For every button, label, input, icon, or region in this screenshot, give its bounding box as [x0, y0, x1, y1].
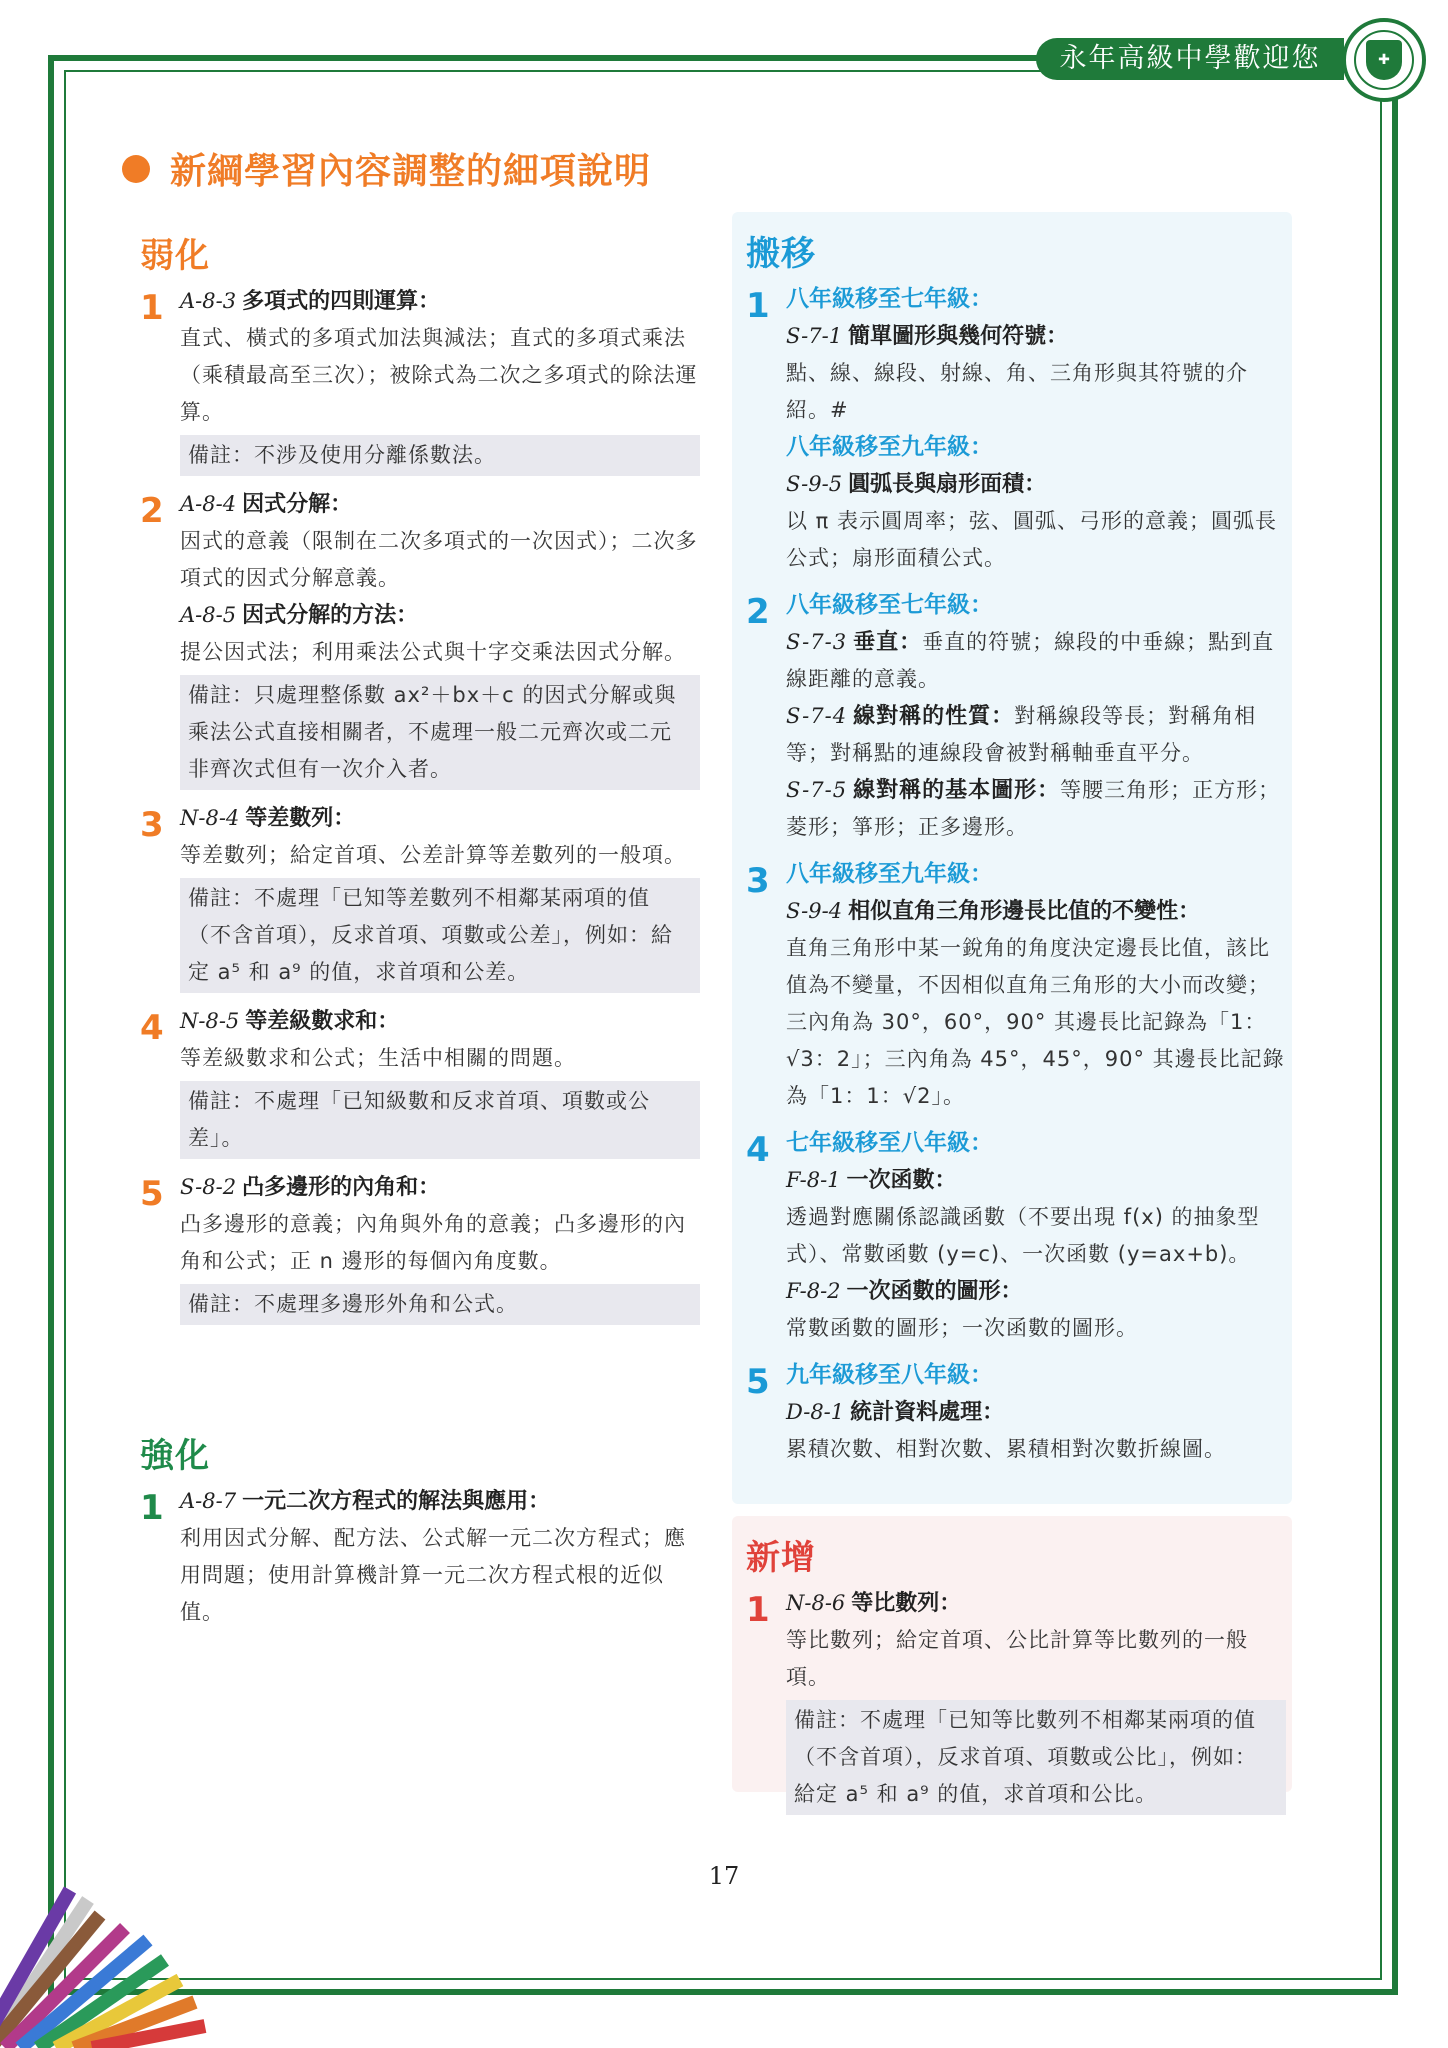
item-grade: 八年級移至九年級： [786, 434, 993, 460]
item-description: 等差數列；給定首項、公差計算等差數列的一般項。 [180, 843, 686, 867]
item-description: 直式、橫式的多項式加法與減法；直式的多項式乘法（乘積最高至三次）；被除式為二次之多項式的除法運算。 [180, 326, 698, 424]
item-heading: 等差數列： [245, 806, 356, 831]
moved-item-2 [746, 587, 1286, 846]
item-note: 備註：只處理整係數 ax²＋bx＋c 的因式分解或與乘法公式直接相關者，不處理一般二元齊次或二元非齊次式但有一次介入者。 [180, 675, 700, 790]
item-heading: 等差級數求和： [245, 1009, 400, 1034]
item-code: F-8-1 [786, 1168, 841, 1192]
item-grade: 八年級移至九年級： [786, 861, 993, 887]
item-heading: 圓弧長與扇形面積： [848, 472, 1047, 497]
item-number: 5 [140, 1174, 164, 1214]
weakened-item-2 [140, 486, 700, 790]
section-title [122, 143, 651, 194]
item-heading: 一元二次方程式的解法與應用： [242, 1489, 551, 1514]
item-code: D-8-1 [786, 1400, 845, 1424]
item-number: 3 [746, 861, 770, 901]
item-number: 1 [140, 288, 164, 328]
item-number: 1 [746, 1590, 770, 1630]
item-grade: 八年級移至七年級： [786, 286, 993, 312]
item-heading: 多項式的四則運算： [242, 289, 441, 314]
item-code: S-7-4 [786, 704, 848, 728]
item-description: 等差級數求和公式；生活中相關的問題。 [180, 1046, 576, 1070]
moved-title: 搬移 [746, 234, 816, 274]
item-note: 備註：不涉及使用分離係數法。 [180, 435, 700, 476]
item-note: 備註：不處理「已知等比數列不相鄰某兩項的值（不含首項），反求首項、項數或公比」，例如：給定 a⁵ 和 a⁹ 的值，求首項和公比。 [786, 1700, 1286, 1815]
item-heading: 統計資料處理： [850, 1400, 1005, 1425]
item-note: 備註：不處理多邊形外角和公式。 [180, 1284, 700, 1325]
moved-item-4 [746, 1125, 1286, 1347]
colored-pencils-icon [0, 1790, 210, 2048]
item-number: 3 [140, 805, 164, 845]
item-number: 1 [746, 286, 770, 326]
item-description: 點、線、線段、射線、角、三角形與其符號的介紹。# [786, 361, 1248, 422]
item-code: A-8-5 [180, 603, 237, 627]
item-code: A-8-3 [180, 289, 237, 313]
item-heading: 線對稱的基本圖形： [853, 778, 1061, 803]
item-description: 提公因式法；利用乘法公式與十字交乘法因式分解。 [180, 640, 686, 664]
item-number: 2 [746, 592, 770, 632]
item-heading: 一次函數： [846, 1168, 957, 1193]
added-title: 新增 [746, 1538, 816, 1578]
weakened-item-3 [140, 800, 700, 993]
item-description: 直角三角形中某一銳角的角度決定邊長比值，該比值為不變量，不因相似直角三角形的大小而改變；三內角為 30°，60°，90° 其邊長比記錄為「1：√3：2」；三內角為 45°，45°，90° 其邊長比記錄為「1：1：√2」。 [786, 936, 1285, 1108]
item-line [786, 772, 1286, 846]
item-description: 透過對應關係認識函數（不要出現 f(x) 的抽象型式）、常數函數 (y=c)、一次函數 (y=ax+b)。 [786, 1205, 1260, 1266]
right-column [746, 226, 1286, 1478]
bullet-dot-icon [122, 155, 150, 183]
item-heading: 相似直角三角形邊長比值的不變性： [848, 899, 1201, 924]
strengthened-item-1 [140, 1483, 700, 1631]
section-title-text: 新綱學習內容調整的細項說明 [170, 151, 652, 192]
item-code: S-9-5 [786, 472, 843, 496]
moved-item-5 [746, 1357, 1286, 1468]
item-code: S-8-2 [180, 1175, 237, 1199]
item-grade: 七年級移至八年級： [786, 1130, 993, 1156]
item-grade: 八年級移至七年級： [786, 592, 993, 618]
item-code: S-7-5 [786, 778, 848, 802]
moved-item-1 [746, 281, 1286, 577]
item-number: 4 [746, 1130, 770, 1170]
item-heading: 一次函數的圖形： [846, 1279, 1023, 1304]
item-code: A-8-7 [180, 1489, 237, 1513]
weakened-item-5 [140, 1169, 700, 1325]
moved-item-3 [746, 856, 1286, 1115]
added-item-1 [746, 1585, 1286, 1815]
item-line [786, 698, 1286, 772]
school-seal-icon: ✚ [1342, 18, 1426, 102]
item-line [786, 624, 1286, 698]
item-code: S-7-3 [786, 630, 848, 654]
weakened-item-4 [140, 1003, 700, 1159]
item-note: 備註：不處理「已知級數和反求首項、項數或公差」。 [180, 1081, 700, 1159]
item-description: 等比數列；給定首項、公比計算等比數列的一般項。 [786, 1628, 1248, 1689]
item-heading: 因式分解的方法： [242, 603, 419, 628]
item-description: 常數函數的圖形；一次函數的圖形。 [786, 1316, 1138, 1340]
left-column-strengthened [140, 1428, 700, 1641]
right-column-added [746, 1530, 1286, 1825]
item-description: 利用因式分解、配方法、公式解一元二次方程式；應用問題；使用計算機計算一元二次方程式根的近似值。 [180, 1526, 686, 1624]
weakened-item-1 [140, 283, 700, 476]
item-code: A-8-4 [180, 492, 237, 516]
item-code: N-8-4 [180, 806, 240, 830]
item-heading: 因式分解： [242, 492, 353, 517]
item-description: 累積次數、相對次數、累積相對次數折線圖。 [786, 1437, 1226, 1461]
item-number: 1 [140, 1488, 164, 1528]
left-column [140, 228, 700, 1335]
item-number: 5 [746, 1362, 770, 1402]
item-code: N-8-6 [786, 1591, 846, 1615]
item-heading: 等比數列： [851, 1591, 962, 1616]
item-code: S-9-4 [786, 899, 843, 923]
item-description: 凸多邊形的意義；內角與外角的意義；凸多邊形的內角和公式；正 n 邊形的每個內角度數。 [180, 1212, 686, 1273]
item-text: 等腰三角形；正方形；菱形；箏形；正多邊形。 [786, 778, 1281, 839]
weakened-title: 弱化 [140, 236, 210, 276]
item-text: 對稱線段等長；對稱角相等；對稱點的連線段會被對稱軸垂直平分。 [786, 704, 1257, 765]
item-heading: 垂直： [853, 630, 923, 655]
item-number: 4 [140, 1008, 164, 1048]
item-description: 因式的意義（限制在二次多項式的一次因式）；二次多項式的因式分解意義。 [180, 529, 698, 590]
item-number: 2 [140, 491, 164, 531]
item-code: N-8-5 [180, 1009, 240, 1033]
item-heading: 凸多邊形的內角和： [242, 1175, 441, 1200]
item-code: S-7-1 [786, 324, 843, 348]
item-description: 以 π 表示圓周率；弦、圓弧、弓形的意義；圓弧長公式；扇形面積公式。 [786, 509, 1277, 570]
item-code: F-8-2 [786, 1279, 841, 1303]
page-number: 17 [708, 1862, 740, 1890]
item-heading: 線對稱的性質： [853, 704, 1015, 729]
item-note: 備註：不處理「已知等差數列不相鄰某兩項的值（不含首項），反求首項、項數或公差」，例如：給定 a⁵ 和 a⁹ 的值，求首項和公差。 [180, 878, 700, 993]
school-banner: 永年高級中學歡迎您 [1036, 38, 1344, 80]
item-text: 垂直的符號；線段的中垂線；點到直線距離的意義。 [786, 630, 1275, 691]
item-heading: 簡單圖形與幾何符號： [848, 324, 1069, 349]
strengthened-title: 強化 [140, 1436, 210, 1476]
item-grade: 九年級移至八年級： [786, 1362, 993, 1388]
